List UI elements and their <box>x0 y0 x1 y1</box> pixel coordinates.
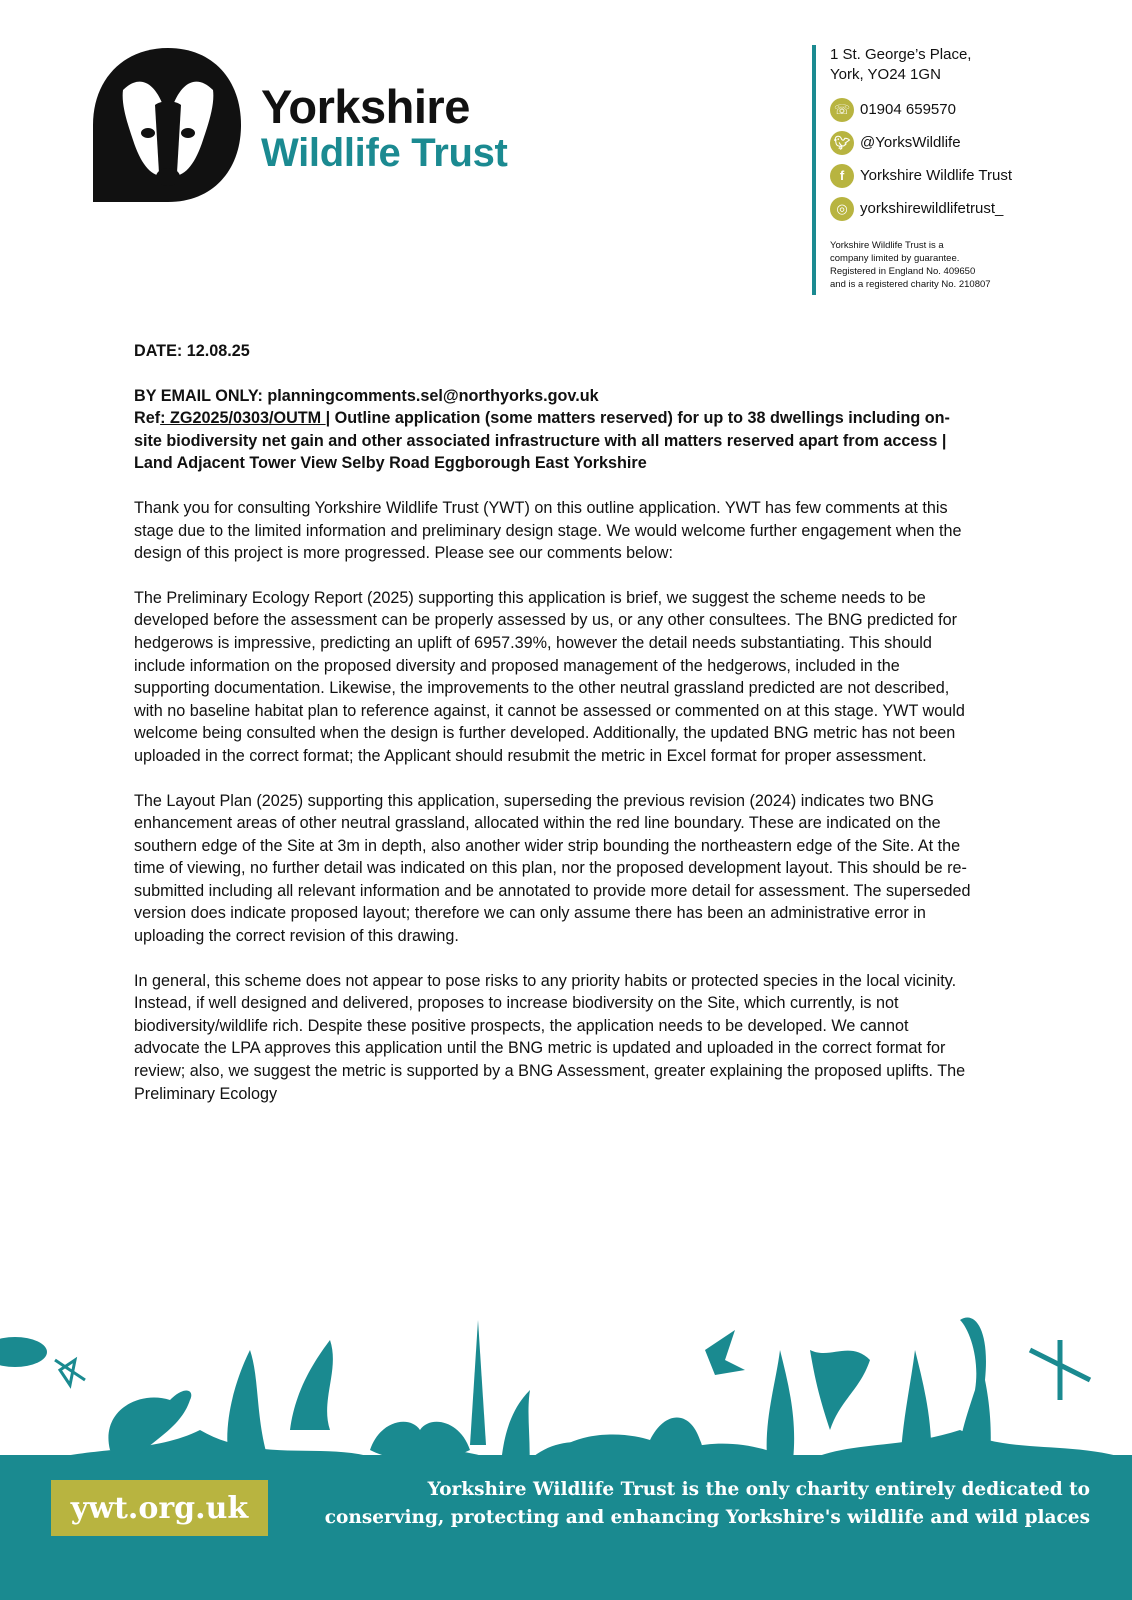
facebook-icon: f <box>830 164 854 188</box>
paragraph: Thank you for consulting Yorkshire Wildlife Trust (YWT) on this outline application. YWT has few comments at this stage due to the limited information and preliminary design stage. We would welcome further engagement when the design of this project is more progressed. Please see our comments below: <box>134 498 962 563</box>
twitter-icon: 🐦︎ <box>830 131 854 155</box>
facebook-name: Yorkshire Wildlife Trust <box>860 167 1012 184</box>
paragraph: The Layout Plan (2025) supporting this application, superseding the previous revision (2024) indicates two BNG enhancement areas of other neutral grassland, allocated within the red line boundary. These are indicated on the southern edge of the Site at 3m in depth, also another wider strip bounding the northeastern edge of the Site. At the time of viewing, no further detail was indicated on this plan, nor the proposed development layout. This should be re-submitted including all relevant information and be annotated to provide more detail for assessment. The superseded version does indicate proposed layout; therefore we can only assume there has been an administrative error in uploading the correct revision of this drawing. <box>134 791 971 946</box>
legal-notice <box>830 239 1072 291</box>
tagline-line-1: Yorkshire Wildlife Trust is the only charity entirely dedicated to <box>427 1479 1090 1500</box>
reed-icon <box>470 1320 486 1445</box>
dragonfly-icon <box>1030 1340 1090 1400</box>
leaf-icon <box>705 1330 745 1375</box>
bird-of-prey-icon <box>810 1350 870 1430</box>
contact-facebook <box>830 159 1072 192</box>
ywt-logo <box>93 45 573 205</box>
address-line-1: 1 St. George’s Place, <box>830 46 972 63</box>
letter-date: DATE: 12.08.25 <box>134 342 250 360</box>
contact-twitter <box>830 126 1072 159</box>
instagram-handle: yorkshirewildlifetrust_ <box>860 200 1004 217</box>
email-label: BY EMAIL ONLY: <box>134 386 263 405</box>
tagline-line-2: conserving, protecting and enhancing Yorkshire's wildlife and wild places <box>324 1507 1090 1528</box>
legal-line-3: Registered in England No. 409650 <box>830 266 976 277</box>
badger-logo-icon <box>93 45 243 205</box>
paragraph: The Preliminary Ecology Report (2025) supporting this application is brief, we suggest the scheme needs to be developed before the assessment can be properly assessed by us, or any other consultees. The BNG predicted for hedgerows is impressive, predicting an uplift of 6957.39%, however the detail needs substantiating. This should include information on the proposed diversity and proposed management of the hedgerows, included in the supporting documentation. Likewise, the improvements to the other neutral grassland predicted are not described, with no baseline habitat plan to reference against, it cannot be assessed or commented on at this stage. YWT would welcome being consulted when the design is further developed. Additionally, the updated BNG metric has not been uploaded in the correct format; the Applicant should resubmit the metric in Excel format for proper assessment. <box>134 588 965 765</box>
legal-line-1: Yorkshire Wildlife Trust is a <box>830 240 944 251</box>
website-url[interactable]: ywt.org.uk <box>51 1480 268 1536</box>
dragonfly-icon <box>55 1360 85 1385</box>
ref-number: : ZG2025/0303/OUTM <box>160 409 326 428</box>
letter-body <box>134 340 974 1127</box>
email-line <box>134 385 974 408</box>
footer-tagline <box>290 1476 1090 1532</box>
reference-line <box>134 407 974 475</box>
twitter-handle: @YorksWildlife <box>860 134 961 151</box>
contact-block <box>812 45 1072 295</box>
reference-block <box>134 385 974 475</box>
address-line-2: York, YO24 1GN <box>830 66 941 83</box>
phone-number: 01904 659570 <box>860 101 956 118</box>
contact-phone <box>830 93 1072 126</box>
legal-line-4: and is a registered charity No. 210807 <box>830 279 991 290</box>
ref-description: | Outline application (some matters reserved) for up to 38 dwellings including on-site biodiversity net gain and other associated infrastructure with all matters reserved apart from access | Land Adjacent Tower View Selby Road Eggborough East Yorkshire <box>134 409 950 473</box>
org-name-line1: Yorkshire <box>261 80 470 133</box>
instagram-icon: ◎ <box>830 197 854 221</box>
org-name-line2: Wildlife Trust <box>261 131 508 175</box>
leaf-icon <box>0 1337 47 1367</box>
phone-icon: ☏ <box>830 98 854 122</box>
plant-icon <box>227 1350 270 1465</box>
paragraph: In general, this scheme does not appear to pose risks to any priority habits or protected species in the local vicinity. Instead, if well designed and delivered, proposes to increase biodiversity on the Site, which currently, is not biodiversity/wildlife rich. Despite these positive prospects, the application needs to be developed. We cannot advocate the LPA approves this application until the BNG metric is updated and uploaded in the correct format for review; also, we suggest the metric is supported by a BNG Assessment, greater explaining the proposed uplifts. The Preliminary Ecology <box>134 971 966 1103</box>
seaweed-icon <box>290 1340 333 1430</box>
contact-instagram <box>830 192 1072 225</box>
email-address[interactable]: planningcomments.sel@northyorks.gov.uk <box>267 386 599 405</box>
legal-line-2: company limited by guarantee. <box>830 253 960 264</box>
ref-label: Ref <box>134 409 161 428</box>
address <box>830 45 1072 85</box>
